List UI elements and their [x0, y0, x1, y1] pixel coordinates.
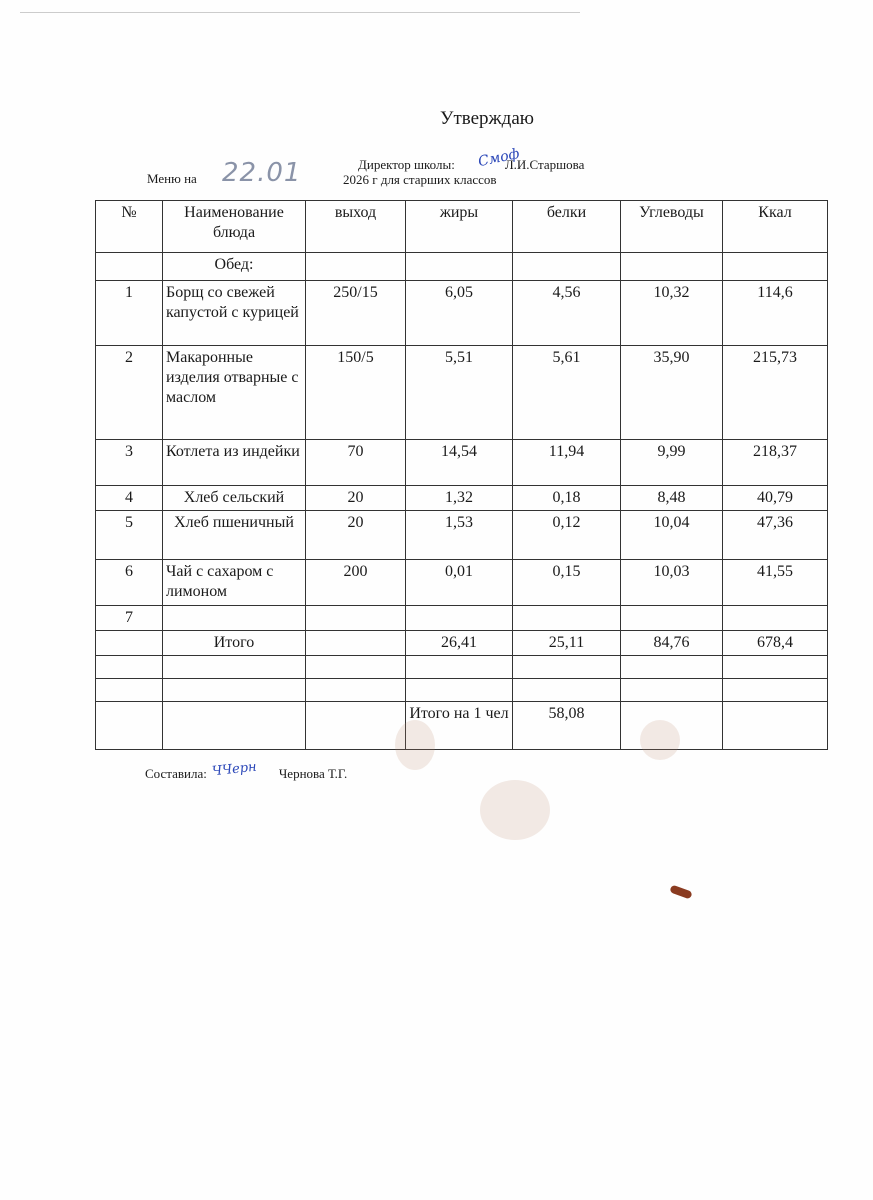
total-kcal: 678,4	[723, 631, 828, 656]
section-label: Обед:	[163, 253, 306, 281]
dish-fat: 1,32	[406, 486, 513, 511]
dish-yield: 250/15	[306, 281, 406, 346]
dish-carbs	[621, 606, 723, 631]
per-person-label: Итого на 1 чел	[406, 702, 513, 750]
dish-carbs: 10,32	[621, 281, 723, 346]
table-row	[96, 486, 828, 511]
stain-mark	[669, 884, 692, 899]
dish-number: 1	[96, 281, 163, 346]
dish-yield: 20	[306, 486, 406, 511]
director-line	[358, 157, 584, 173]
dish-kcal	[723, 606, 828, 631]
total-protein: 25,11	[513, 631, 621, 656]
table-row	[96, 281, 828, 346]
subtitle: 2026 г для старших классов	[343, 172, 497, 187]
dish-name: Хлеб сельский	[163, 486, 306, 511]
total-carbs: 84,76	[621, 631, 723, 656]
dish-name: Чай с сахаром с лимоном	[163, 560, 306, 606]
col-fat: жиры	[406, 201, 513, 253]
dish-fat: 0,01	[406, 560, 513, 606]
header-row	[96, 201, 828, 253]
dish-yield	[306, 606, 406, 631]
dish-fat	[406, 606, 513, 631]
col-kcal: Ккал	[723, 201, 828, 253]
dish-yield: 150/5	[306, 346, 406, 440]
per-person-row	[96, 702, 828, 750]
dish-number: 3	[96, 440, 163, 486]
stain	[480, 780, 550, 840]
stain	[395, 720, 435, 770]
dish-kcal: 40,79	[723, 486, 828, 511]
dish-carbs: 8,48	[621, 486, 723, 511]
dish-fat: 6,05	[406, 281, 513, 346]
dish-number: 7	[96, 606, 163, 631]
dish-protein: 0,12	[513, 511, 621, 560]
director-label: Директор школы:	[358, 157, 455, 172]
dish-protein: 0,15	[513, 560, 621, 606]
dish-number: 6	[96, 560, 163, 606]
dish-kcal: 218,37	[723, 440, 828, 486]
composed-name: Чернова Т.Г.	[278, 766, 348, 781]
dish-number: 4	[96, 486, 163, 511]
col-num: №	[96, 201, 163, 253]
dish-protein: 5,61	[513, 346, 621, 440]
dish-name: Котлета из индейки	[163, 440, 306, 486]
col-yield: выход	[306, 201, 406, 253]
dish-name	[163, 606, 306, 631]
dish-protein: 4,56	[513, 281, 621, 346]
dish-name: Макаронные изделия отварные с маслом	[163, 346, 306, 440]
dish-protein	[513, 606, 621, 631]
dish-kcal: 215,73	[723, 346, 828, 440]
empty-row	[96, 656, 828, 679]
dish-carbs: 35,90	[621, 346, 723, 440]
dish-kcal: 114,6	[723, 281, 828, 346]
stain	[640, 720, 680, 760]
empty-row	[96, 679, 828, 702]
col-carbs: Углеводы	[621, 201, 723, 253]
dish-kcal: 41,55	[723, 560, 828, 606]
dish-kcal: 47,36	[723, 511, 828, 560]
approval-heading: Утверждаю	[440, 108, 534, 129]
col-name: Наименование блюда	[163, 201, 306, 253]
menu-table	[95, 200, 828, 750]
total-label: Итого	[163, 631, 306, 656]
director-name: Л.И.Старшова	[504, 157, 585, 172]
dish-carbs: 9,99	[621, 440, 723, 486]
director-signature: Смоф	[476, 145, 521, 171]
dish-carbs: 10,03	[621, 560, 723, 606]
total-fat: 26,41	[406, 631, 513, 656]
dish-protein: 11,94	[513, 440, 621, 486]
table-row	[96, 440, 828, 486]
dish-name: Хлеб пшеничный	[163, 511, 306, 560]
table-row	[96, 346, 828, 440]
dish-name: Борщ со свежей капустой с курицей	[163, 281, 306, 346]
table-row	[96, 606, 828, 631]
handwritten-date: 22.01	[222, 158, 302, 188]
table-row	[96, 511, 828, 560]
col-protein: белки	[513, 201, 621, 253]
composed-label: Составила:	[145, 766, 207, 781]
dish-fat: 14,54	[406, 440, 513, 486]
dish-number: 2	[96, 346, 163, 440]
dish-yield: 200	[306, 560, 406, 606]
dish-number: 5	[96, 511, 163, 560]
dish-fat: 1,53	[406, 511, 513, 560]
composer-signature: ЧЧерн	[211, 759, 258, 780]
dish-fat: 5,51	[406, 346, 513, 440]
dish-yield: 70	[306, 440, 406, 486]
dish-carbs: 10,04	[621, 511, 723, 560]
per-person-value: 58,08	[513, 702, 621, 750]
section-row	[96, 253, 828, 281]
dish-yield: 20	[306, 511, 406, 560]
dish-protein: 0,18	[513, 486, 621, 511]
menu-label: Меню на	[147, 171, 197, 186]
scan-edge-line	[20, 12, 580, 13]
table-row	[96, 560, 828, 606]
total-row	[96, 631, 828, 656]
